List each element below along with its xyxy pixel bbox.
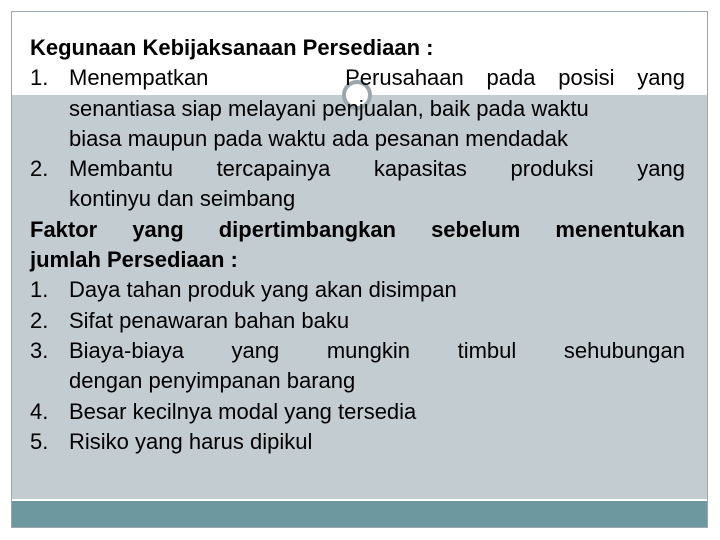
- list-text-line: senantiasa siap melayani penjualan, baik pada waktu: [69, 95, 589, 121]
- list-text-line: kontinyu dan seimbang: [69, 186, 296, 212]
- list-number: 4.: [30, 398, 49, 424]
- list-number: 2.: [30, 156, 49, 182]
- list-text: Risiko yang harus dipikul: [69, 428, 313, 454]
- slide-bottom-strip: [12, 501, 707, 527]
- list-item: [30, 63, 685, 154]
- slide-text: [30, 33, 685, 457]
- list-number: 3.: [30, 337, 49, 363]
- list-text: Sifat penawaran bahan baku: [69, 307, 350, 333]
- list-number: 2.: [30, 307, 49, 333]
- list-item: [30, 275, 685, 305]
- list-item: [30, 336, 685, 397]
- list-item: [30, 306, 685, 336]
- list-number: 5.: [30, 428, 49, 454]
- list-text-line: dengan penyimpanan barang: [69, 368, 356, 394]
- list-item: [30, 427, 685, 457]
- list-number: 1.: [30, 277, 49, 303]
- section1-heading: Kegunaan Kebijaksanaan Persediaan :: [30, 35, 434, 60]
- list-text-line: biasa maupun pada waktu ada pesanan mendadak: [69, 125, 569, 151]
- list-text-line: Biaya-biaya yang mungkin timbul sehubungan: [69, 337, 685, 363]
- section2-heading-cont: jumlah Persediaan :: [30, 247, 238, 273]
- list-text: Daya tahan produk yang akan disimpan: [69, 277, 457, 303]
- list-number: 1.: [30, 65, 49, 91]
- list-item: [30, 154, 685, 215]
- list-text: Besar kecilnya modal yang tersedia: [69, 398, 417, 424]
- list-text-line: Membantu tercapainya kapasitas produksi yang: [69, 156, 685, 182]
- list-text-line: Menempatkan Perusahaan pada posisi yang: [69, 65, 685, 91]
- list-item: [30, 397, 685, 427]
- section2-heading: Faktor yang dipertimbangkan sebelum menentukan: [30, 216, 685, 242]
